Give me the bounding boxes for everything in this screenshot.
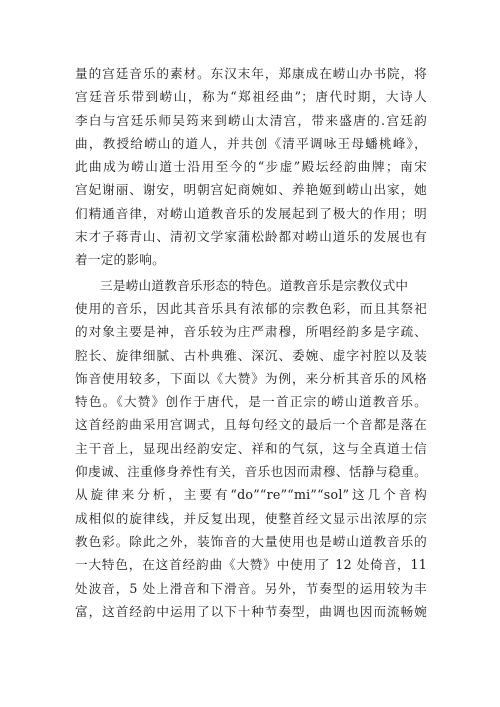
text-line: 宫廷音乐带到崂山，称为“郑祖经曲”；唐代时期，大诗人 [75, 89, 427, 105]
text-line: 主干音上，显现出经韵安定、祥和的气氛，这与全真道士信 [75, 440, 427, 456]
text-line: 特色。《大赞》创作于唐代，是一首正宗的崂山道教音乐。 [75, 394, 427, 410]
document-body [75, 62, 427, 623]
text-line: 宫妃谢丽、谢安，明朝宫妃商婉如、养艳姬到崂山出家，她 [75, 182, 427, 198]
text-line: 着一定的影响。 [75, 252, 165, 268]
text-line: 从旋律来分析，主要有“do”“re”“mi”“sol”这几个音构 [75, 487, 427, 503]
text-line: 李白与宫廷乐师吴筠来到崂山太清宫，带来盛唐的.宫廷韵 [75, 112, 427, 128]
text-line: 教色彩。除此之外，装饰音的大量使用也是崂山道教音乐的 [75, 533, 427, 549]
text-line: 此曲成为崂山道士沿用至今的“步虚”殿坛经韵曲牌；南宋 [75, 159, 427, 175]
text-line: 成相似的旋律线，并反复出现，使整首经文显示出浓厚的宗 [75, 510, 427, 526]
text-line: 们精通音律，对崂山道教音乐的发展起到了极大的作用；明 [75, 205, 427, 221]
text-line: 三是崂山道教音乐形态的特色。道教音乐是宗教仪式中 [100, 277, 409, 293]
text-line: 饰音使用较多，下面以《大赞》为例，来分析其音乐的风格 [75, 370, 427, 386]
text-line: 曲，教授给崂山的道人，并共创《清平调咏王母蟠桃峰》， [75, 135, 427, 151]
text-line: 仰虔诚、注重修身养性有关，音乐也因而肃穆、恬静与稳重。 [75, 464, 427, 480]
text-line: 的对象主要是神，音乐较为庄严肃穆，所唱经韵多是字疏、 [75, 324, 427, 340]
text-line: 腔长、旋律细腻、古朴典雅、深沉、委婉、虚字衬腔以及装 [75, 347, 427, 363]
text-line: 富，这首经韵中运用了以下十种节奏型，曲调也因而流畅婉 [75, 603, 427, 619]
text-line: 末才子蒋青山、清初文学家蒲松龄都对崂山道乐的发展也有 [75, 229, 427, 245]
text-line: 这首经韵曲采用宫调式，且每句经文的最后一个音都是落在 [75, 417, 427, 433]
text-line: 量的宫廷音乐的素材。东汉末年，郑康成在崂山办书院，将 [75, 66, 427, 81]
paragraph-2 [75, 274, 427, 623]
text-line: 一大特色，在这首经韵曲《大赞》中使用了 12 处倚音，11 [75, 557, 427, 573]
text-line: 使用的音乐，因此其音乐具有浓郁的宗教色彩，而且其祭祀 [75, 300, 427, 316]
paragraph-1 [75, 62, 427, 272]
text-line: 处波音，5 处上滑音和下滑音。另外，节奏型的运用较为丰 [75, 580, 427, 596]
